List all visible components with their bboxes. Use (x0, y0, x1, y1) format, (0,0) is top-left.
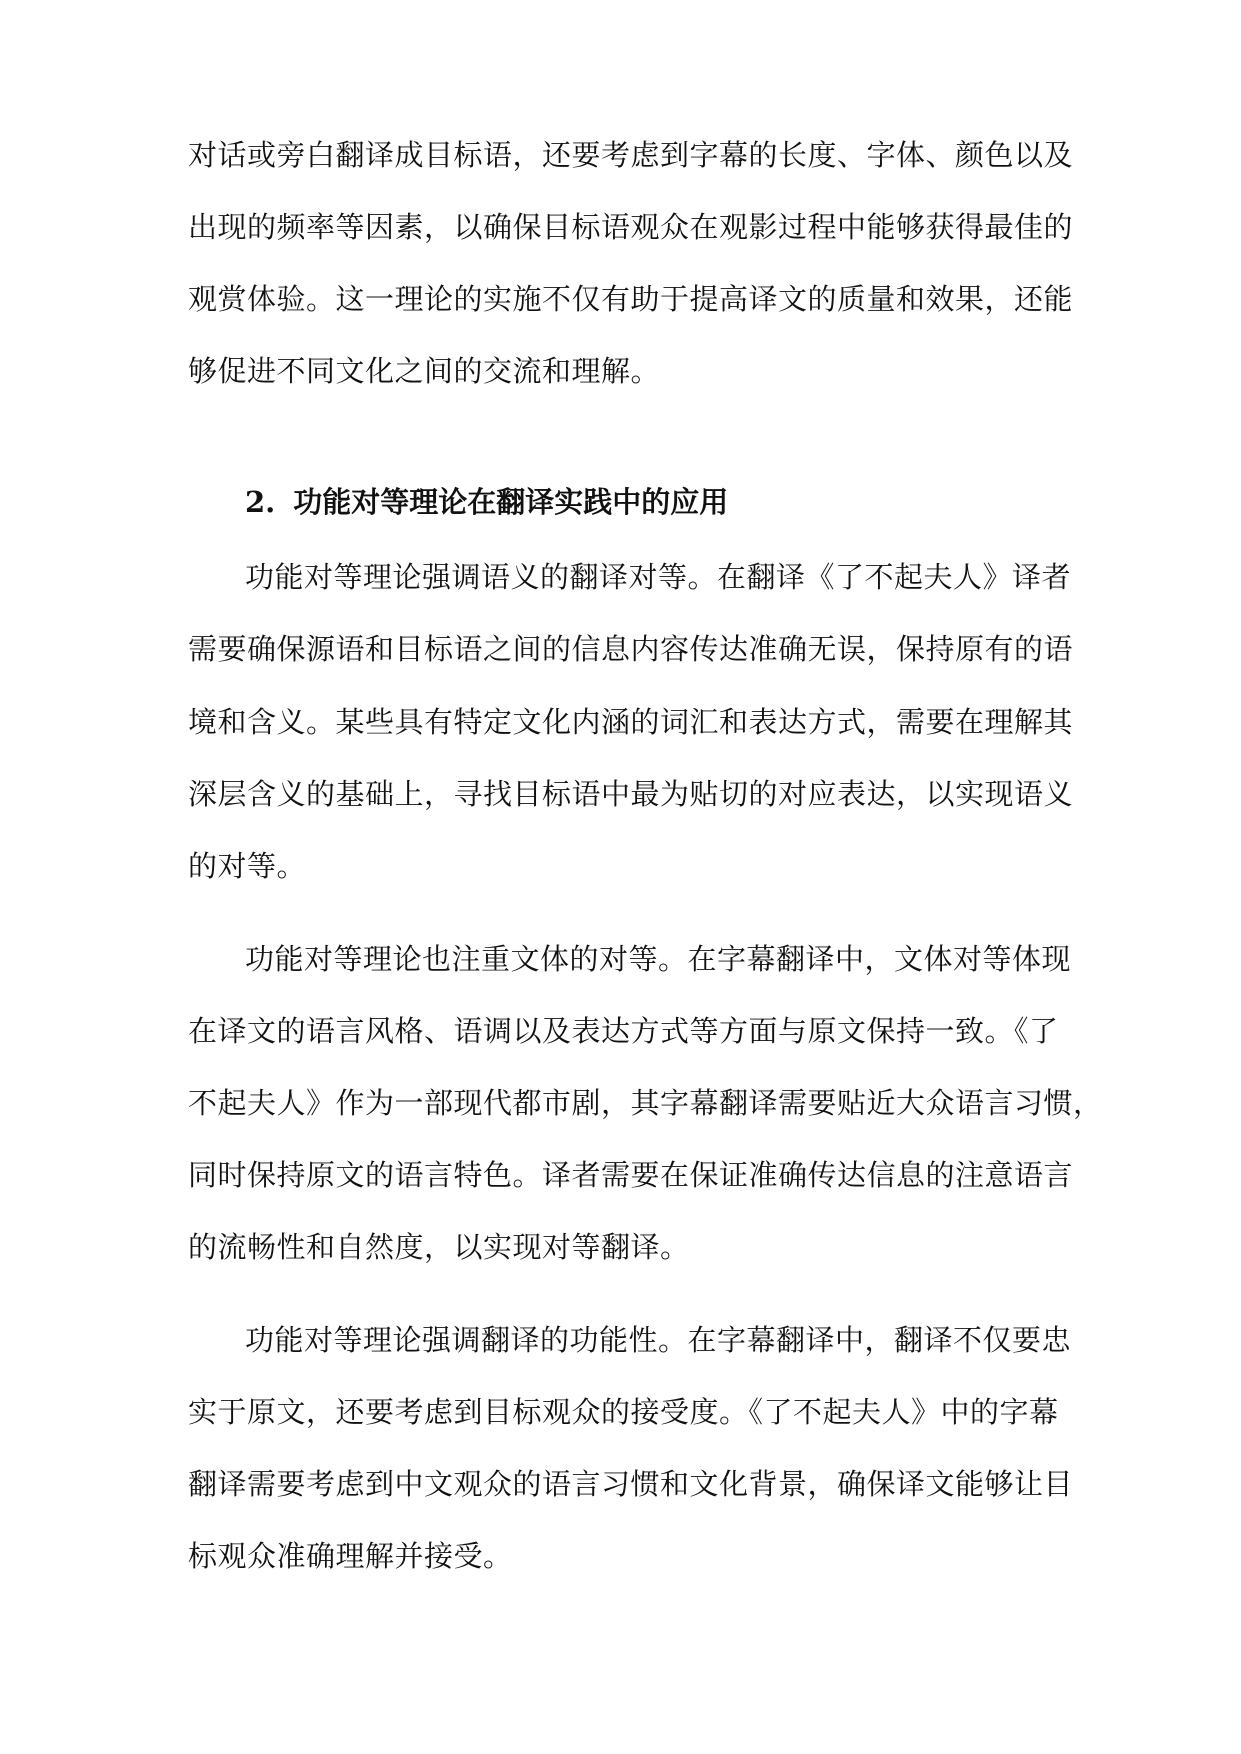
text-line: 观赏体验。这一理论的实施不仅有助于提高译文的质量和效果，还能 (188, 282, 1074, 316)
text-line: 功能对等理论强调翻译的功能性。在字幕翻译中，翻译不仅要忠 (245, 1323, 1072, 1357)
text-line: 境和含义。某些具有特定文化内涵的词汇和表达方式，需要在理解其 (188, 705, 1074, 739)
text-line: 的对等。 (188, 849, 307, 883)
text-line: 实于原文，还要考虑到目标观众的接受度。《了不起夫人》中的字幕 (188, 1395, 1059, 1429)
text-line: 标观众准确理解并接受。 (188, 1539, 513, 1573)
text-line: 不起夫人》作为一部现代都市剧，其字幕翻译需要贴近大众语言习惯， (188, 1086, 1103, 1120)
text-line: 深层含义的基础上，寻找目标语中最为贴切的对应表达，以实现语义 (188, 777, 1074, 811)
text-line: 在译文的语言风格、语调以及表达方式等方面与原文保持一致。《了 (188, 1014, 1059, 1048)
text-line: 功能对等理论也注重文体的对等。在字幕翻译中，文体对等体现 (245, 942, 1072, 976)
text-line: 出现的频率等因素，以确保目标语观众在观影过程中能够获得最佳的 (188, 210, 1074, 244)
text-line: 的流畅性和自然度，以实现对等翻译。 (188, 1230, 690, 1264)
text-line: 功能对等理论强调语义的翻译对等。在翻译《了不起夫人》译者 (245, 560, 1072, 594)
text-line: 同时保持原文的语言特色。译者需要在保证准确传达信息的注意语言 (188, 1158, 1074, 1192)
text-line: 需要确保源语和目标语之间的信息内容传达准确无误，保持原有的语 (188, 632, 1074, 666)
text-line: 对话或旁白翻译成目标语，还要考虑到字幕的长度、字体、颜色以及 (188, 138, 1074, 172)
text-line: 够促进不同文化之间的交流和理解。 (188, 354, 661, 388)
section-number: 2. (245, 485, 276, 519)
section-heading (245, 484, 728, 520)
section-title: 功能对等理论在翻译实践中的应用 (293, 485, 729, 519)
text-line: 翻译需要考虑到中文观众的语言习惯和文化背景，确保译文能够让目 (188, 1467, 1074, 1501)
